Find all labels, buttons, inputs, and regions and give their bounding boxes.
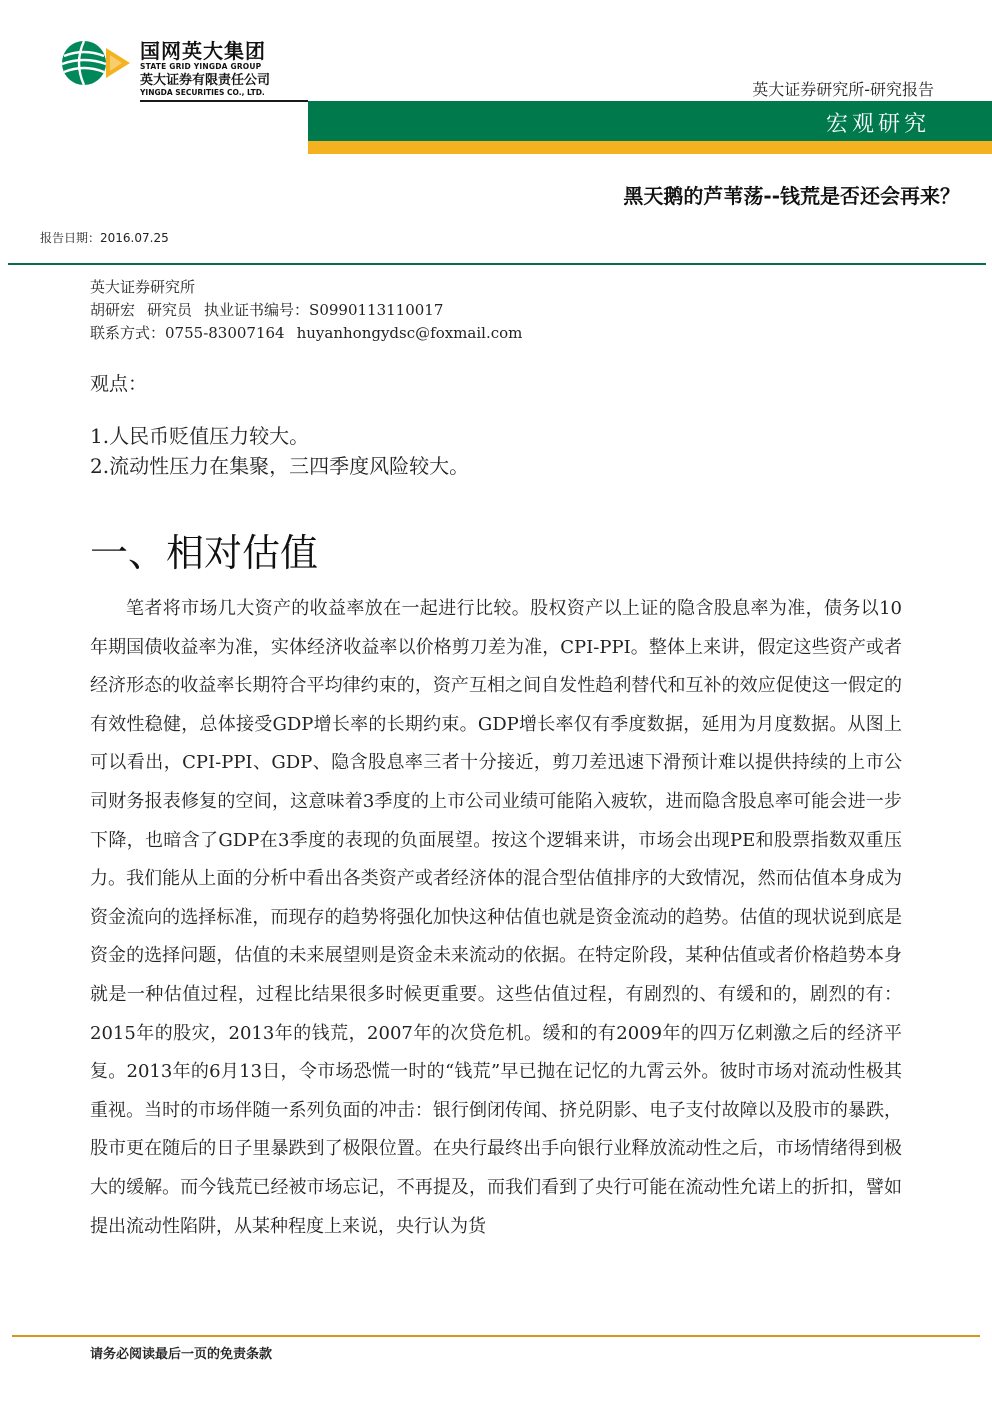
brand-block bbox=[140, 40, 270, 98]
company-name-en: YINGDA SECURITIES CO., LTD. bbox=[140, 88, 265, 97]
views-list bbox=[90, 421, 469, 481]
company-name-cn: 英大证券有限责任公司 bbox=[140, 73, 271, 88]
brand-divider bbox=[140, 100, 308, 102]
report-title: 黑天鹅的芦苇荡--钱荒是否还会再来？ bbox=[623, 184, 960, 208]
report-date bbox=[40, 229, 169, 246]
report-date-label: 报告日期： bbox=[40, 231, 101, 245]
report-date-value: 2016.07.25 bbox=[100, 231, 169, 245]
author-name: 胡研宏 bbox=[90, 301, 136, 319]
author-block bbox=[90, 276, 522, 345]
author-role: 研究员 bbox=[147, 301, 193, 319]
header-orange-band bbox=[308, 141, 992, 154]
footer-divider bbox=[12, 1335, 980, 1337]
view-point: 1.人民币贬值压力较大。 bbox=[90, 424, 310, 448]
brand-name-en: STATE GRID YINGDA GROUP bbox=[140, 62, 262, 71]
views-label: 观点： bbox=[90, 373, 148, 395]
view-point: 2.流动性压力在集聚，三四季度风险较大。 bbox=[90, 454, 470, 478]
contact-line bbox=[90, 322, 522, 345]
report-series-name: 英大证券研究所-研究报告 bbox=[752, 80, 934, 99]
section-heading: 一、相对估值 bbox=[90, 531, 319, 575]
contact-label: 联系方式： bbox=[90, 324, 166, 342]
footer-disclaimer: 请务必阅读最后一页的免责条款 bbox=[90, 1347, 273, 1362]
body-paragraph: 笔者将市场几大资产的收益率放在一起进行比较。股权资产以上证的隐含股息率为准，债务以10年期国债收益率为准，实体经济收益率以价格剪刀差为准，CPI-PPI。整体上来讲，假定这些资产或者经济形态的收益率长期符合平均律约束的，资产互相之间自发性趋利替代和互补的效应促使这一假定的有效性稳健，总体接受GDP增长率的长期约束。GDP增长率仅有季度数据，延用为月度数据。从图上可以看出，CPI-PPI、GDP、隐含股息率三者十分接近，剪刀差迅速下滑预计难以提供持续的上市公司财务报表修复的空间，这意味着3季度的上市公司业绩可能陷入疲软，进而隐含股息率可能会进一步下降，也暗含了GDP在3季度的表现的负面展望。按这个逻辑来讲，市场会出现PE和股票指数双重压力。我们能从上面的分析中看出各类资产或者经济体的混合型估值排序的大致情况，然而估值本身成为资金流向的选择标准，而现存的趋势将强化加快这种估值也就是资金流动的趋势。估值的现状说到底是资金的选择问题，估值的未来展望则是资金未来流动的依据。在特定阶段，某种估值或者价格趋势本身就是一种估值过程，过程比结果很多时候更重要。这些估值过程，有剧烈的、有缓和的，剧烈的有：2015年的股灾，2013年的钱荒，2007年的次贷危机。缓和的有2009年的四万亿刺激之后的经济平复。2013年的6月13日，令市场恐慌一时的“钱荒”早已抛在记忆的九霄云外。彼时市场对流动性极其重视。当时的市场伴随一系列负面的冲击：银行倒闭传闻、挤兑阴影、电子支付故障以及股市的暴跌，股市更在随后的日子里暴跌到了极限位置。在央行最终出手向银行业释放流动性之后，市场情绪得到极大的缓解。而今钱荒已经被市场忘记，不再提及，而我们看到了央行可能在流动性允诺上的折扣，譬如提出流动性陷阱，从某种程度上来说，央行认为货 bbox=[90, 598, 902, 1237]
contact-phone: 0755-83007164 bbox=[165, 324, 285, 342]
section-tag: 宏观研究 bbox=[825, 112, 930, 137]
author-institute: 英大证券研究所 bbox=[90, 278, 196, 296]
brand-name-cn: 国网英大集团 bbox=[140, 39, 266, 63]
contact-email: huyanhongydsc@foxmail.com bbox=[296, 324, 523, 342]
cert-label: 执业证书编号： bbox=[204, 301, 310, 319]
header-divider bbox=[8, 263, 986, 265]
author-line bbox=[90, 299, 522, 322]
cert-number: S0990113110017 bbox=[309, 301, 444, 319]
state-grid-globe-logo bbox=[60, 38, 132, 88]
